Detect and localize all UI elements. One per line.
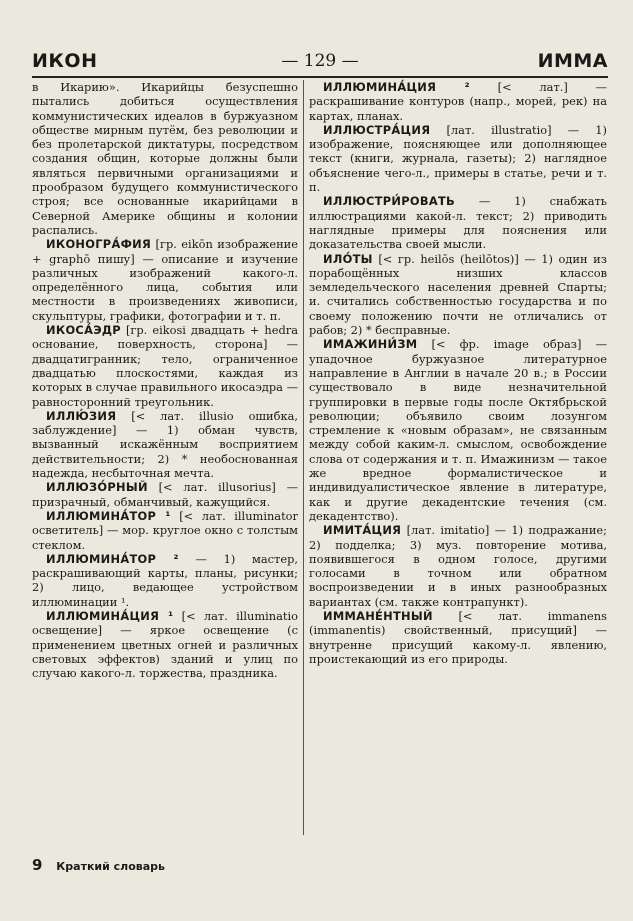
right-column	[309, 80, 607, 666]
signature-mark: 9	[32, 856, 43, 874]
dictionary-entry	[32, 80, 298, 237]
entry-definition: [гр. eikōn изображение + graphō пишу] — описание и изучение различных изображений какого-л. определённого лица, события или местности в произведениях живописи, скульптуры, графики, фотографии и т. п.	[32, 237, 298, 323]
entry-headword: ИЛО́ТЫ	[323, 251, 373, 266]
entry-definition: — 1) снабжать иллюстрациями какой-л. текст; 2) приводить наглядные примеры для пояснения или доказательства своей мысли.	[309, 194, 607, 252]
entry-headword: ИМАЖИНИ́ЗМ	[323, 337, 418, 352]
dictionary-entry	[32, 480, 298, 509]
dictionary-entry	[32, 409, 298, 480]
entry-headword: ИМИТА́ЦИЯ	[323, 523, 402, 538]
entry-headword: ИКОСА́ЭДР	[46, 323, 121, 338]
left-column	[32, 80, 298, 680]
entry-headword: ИММАНЕ́НТНЫЙ	[323, 608, 433, 623]
entry-headword: ИЛЛЮ́ЗИЯ	[46, 408, 117, 423]
entry-definition: [< лат. illusio ошибка, заблуждение] — 1) обман чувств, вызванный искажённым восприятием действительности; 2) * необоснованная надежда, несбыточная мечта.	[32, 408, 298, 481]
entry-headword: ИЛЛЮМИНА́ТОР ¹	[46, 508, 171, 523]
entry-definition: в Икарию». Икарийцы безуспешно пытались добиться осуществления коммунистических идеалов в буржуазном обществе мирным путём, без революции и без пролетарской диктатуры, посредством создания общин, которые должны были являться первичными организациями и прообразом будущего коммунистического строя; все основанные икарийцами в Северной Америке общины и колонии распались.	[32, 80, 298, 237]
dictionary-entry	[309, 123, 607, 194]
dictionary-entry	[309, 523, 607, 609]
page-number: — 129 —	[281, 51, 359, 71]
entry-definition: [< гр. heilōs (heilōtos)] — 1) один из порабощённых низших классов земледельческого населения древней Спарты; и. считались собственностью государства и по своему положению почти не отличались от рабов; 2) * бесправные.	[309, 251, 607, 338]
entry-definition: [< лат.] — раскрашивание контуров (напр., морей, рек) на картах, планах.	[309, 80, 607, 123]
entry-definition: [< лат. immanens (immanentis) свойственный, присущий] — внутренне присущий какому-л. явлению, проистекающий из его природы.	[309, 608, 607, 666]
dictionary-entry	[309, 337, 607, 523]
dictionary-entry	[32, 509, 298, 552]
header-right-guideword: ИММА	[537, 50, 608, 72]
entry-definition: — 1) мастер, раскрашивающий карты, планы, рисунки; 2) лицо, ведающее устройством иллюминации ¹.	[32, 551, 298, 609]
column-divider	[303, 80, 304, 835]
entry-headword: ИЛЛЮМИНА́ЦИЯ ¹	[46, 608, 174, 623]
entry-definition: [< лат. illuminator осветитель] — мор. круглое окно с толстым стеклом.	[32, 508, 298, 552]
entry-definition: [гр. eikosi двадцать + hedra основание, поверхность, сторона] — двадцатигранник; тело, ограниченное двадцатью плоскостями, каждая из которых в случае правильного икосаэдра — равносторонний треугольник.	[32, 323, 298, 409]
entry-headword: ИЛЛЮМИНА́ЦИЯ ²	[323, 80, 470, 94]
entry-headword: ИЛЛЮЗО́РНЫЙ	[46, 480, 148, 495]
dictionary-entry	[309, 80, 607, 123]
entry-definition: [< лат. illuminatio освещение] — яркое освещение (с применением цветных огней и различных световых эффектов) зданий и улиц по случаю какого-л. торжества, праздника.	[32, 608, 298, 681]
dictionary-entry	[32, 237, 298, 323]
entry-definition: [лат. imitatio] — 1) подражание; 2) подделка; 3) муз. повторение мотива, появившегося в одном голосе, другими голосами в точном или обратном воспроизведении и в иных разнообразных вариантах (см. также контрапункт).	[309, 523, 607, 609]
entry-headword: ИЛЛЮСТРА́ЦИЯ	[323, 122, 431, 137]
dictionary-entry	[32, 323, 298, 409]
page-footer	[32, 856, 165, 876]
header-left-guideword: ИКОН	[32, 50, 98, 72]
entry-definition: [лат. illustratio] — 1) изображение, поясняющее или дополняющее текст (книги, журнала, газеты); 2) наглядное объяснение чего-л., примеры в статье, речи и т. п.	[309, 122, 607, 195]
dictionary-entry	[309, 194, 607, 251]
dictionary-entry	[32, 609, 298, 680]
entry-headword: ИЛЛЮСТРИ́РОВАТЬ	[323, 194, 456, 209]
page-header	[32, 48, 608, 78]
entry-definition: [< фр. image образ] — упадочное буржуазное литературное направление в Англии в начале 20 в.; в России существовало в виде незначительной группировки в первые годы после Октябрьской революции; объявило своим лозунгом стремление к «новым образам», не связанным между собой каким-л. смыслом, освобождение слова от содержания и т. п. Имажинизм — такое же вредное формалистическое и индивидуалистическое явление в литературе, как и другие декадентские течения (см. декадентство).	[309, 337, 607, 523]
dictionary-entry	[309, 609, 607, 666]
dictionary-entry	[309, 252, 607, 338]
footer-text: Краткий словарь	[56, 860, 166, 873]
entry-headword: ИЛЛЮМИНА́ТОР ²	[46, 551, 179, 566]
entry-headword: ИКОНОГРА́ФИЯ	[46, 237, 152, 252]
entry-definition: [< лат. illusorius] — призрачный, обманчивый, кажущийся.	[32, 480, 298, 509]
dictionary-entry	[32, 552, 298, 609]
